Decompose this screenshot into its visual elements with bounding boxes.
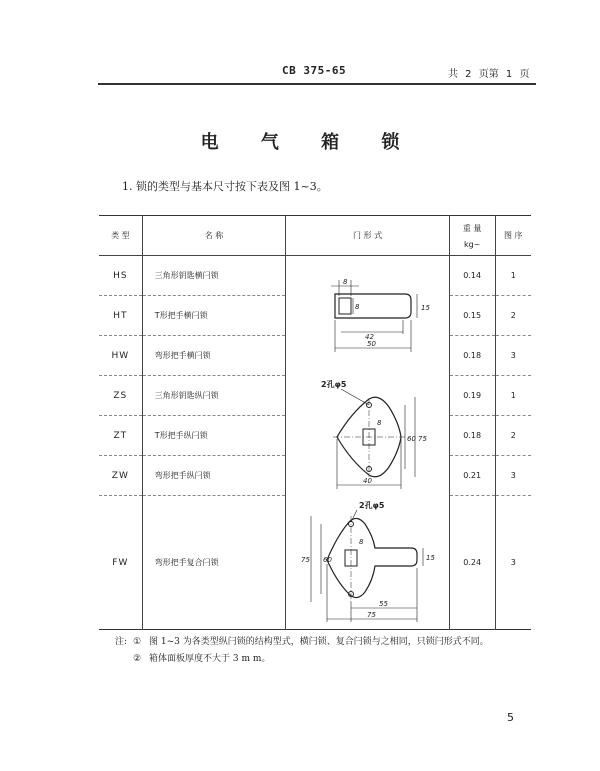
row-figure: 3 xyxy=(495,456,531,496)
row-weight: 0.18 xyxy=(449,416,495,456)
row-weight: 0.19 xyxy=(449,376,495,416)
horizontal-latch-drawing xyxy=(286,256,449,376)
header-weight xyxy=(449,216,495,256)
dim-40: 40 xyxy=(362,476,372,485)
notes xyxy=(115,634,489,668)
note-text: 箱体面板厚度不大于 3 m m。 xyxy=(149,654,271,664)
composite-latch-drawing xyxy=(286,496,449,630)
table-row xyxy=(99,256,531,296)
header-type: 类 型 xyxy=(99,216,142,256)
row-figure: 1 xyxy=(495,376,531,416)
row-figure: 3 xyxy=(510,558,516,567)
dim-75-horizontal: 75 xyxy=(366,611,376,620)
header-weight-unit: kg~ xyxy=(463,239,481,249)
row-weight: 0.14 xyxy=(449,256,495,296)
row-code: FW xyxy=(99,496,142,630)
holes-label: 2孔φ5 xyxy=(320,379,346,389)
row-figure: 1 xyxy=(495,256,531,296)
row-name: T形把手横闩锁 xyxy=(142,296,286,336)
dim-75-vertical: 75 xyxy=(300,556,310,565)
composite-latch-diagram xyxy=(293,498,443,626)
holes-label: 2孔φ5 xyxy=(358,501,384,511)
dim-42: 42 xyxy=(364,332,374,341)
header-name: 名 称 xyxy=(142,216,286,256)
row-figure: 2 xyxy=(495,416,531,456)
row-name: 三角形钥匙横闩锁 xyxy=(142,256,286,296)
row-name: 三角形钥匙纵闩锁 xyxy=(142,376,286,416)
row-figure: 2 xyxy=(495,296,531,336)
table-header-row xyxy=(99,216,531,256)
row-weight: 0.15 xyxy=(449,296,495,336)
header-rule xyxy=(98,83,536,85)
dim-15: 15 xyxy=(420,303,430,312)
row-name: T形把手纵闩锁 xyxy=(142,416,286,456)
row-code: HS xyxy=(99,256,142,296)
table-row xyxy=(99,376,531,416)
vertical-latch-diagram xyxy=(293,377,443,495)
intro-text: 1. 锁的类型与基本尺寸按下表及图 1~3。 xyxy=(122,180,328,193)
header-form: 门 形 式 xyxy=(286,216,449,256)
page-number: 5 xyxy=(507,711,514,724)
note-marker: ② xyxy=(133,654,142,664)
dim-50: 50 xyxy=(366,339,376,348)
dim-75: 75 xyxy=(417,434,427,443)
dim-55: 55 xyxy=(378,600,388,609)
row-code: HT xyxy=(99,296,142,336)
horizontal-latch-diagram xyxy=(293,266,443,366)
row-code: HW xyxy=(99,336,142,376)
dim-60: 60 xyxy=(322,556,332,565)
dim-8: 8 xyxy=(358,538,363,547)
latch-slot xyxy=(339,298,351,314)
header-figure: 图 序 xyxy=(495,216,531,256)
dim-60: 60 xyxy=(406,434,416,443)
row-weight: 0.24 xyxy=(449,496,495,630)
row-code: ZT xyxy=(99,416,142,456)
escutcheon-with-handle xyxy=(327,519,417,598)
table-row xyxy=(99,496,531,630)
dim-8-top: 8 xyxy=(342,277,347,286)
lock-types-table xyxy=(99,215,531,630)
row-figure: 3 xyxy=(495,336,531,376)
note-1 xyxy=(115,634,489,651)
note-marker: ① xyxy=(133,637,142,647)
row-name: 弯形把手纵闩锁 xyxy=(142,456,286,496)
row-code: ZW xyxy=(99,456,142,496)
row-name: 弯形把手复合闩锁 xyxy=(142,496,286,630)
vertical-latch-drawing xyxy=(286,376,449,496)
header-weight-label: 重 量 xyxy=(462,223,482,233)
page-title: 电 气 箱 锁 xyxy=(200,132,418,153)
page-info: 共 2 页第 1 页 xyxy=(448,69,530,80)
standard-code: CB 375-65 xyxy=(282,64,347,77)
note-2 xyxy=(115,651,489,668)
dim-8-side: 8 xyxy=(354,302,359,311)
row-weight: 0.18 xyxy=(449,336,495,376)
dim-8: 8 xyxy=(376,418,381,427)
row-weight: 0.21 xyxy=(449,456,495,496)
row-code: ZS xyxy=(99,376,142,416)
note-text: 图 1~3 为各类型纵闩锁的结构型式，横闩锁、复合闩锁与之相同，只锁闩形式不同。 xyxy=(149,637,489,647)
dim-15: 15 xyxy=(425,554,435,563)
row-name: 弯形把手横闩锁 xyxy=(142,336,286,376)
notes-label: 注: xyxy=(115,637,128,647)
